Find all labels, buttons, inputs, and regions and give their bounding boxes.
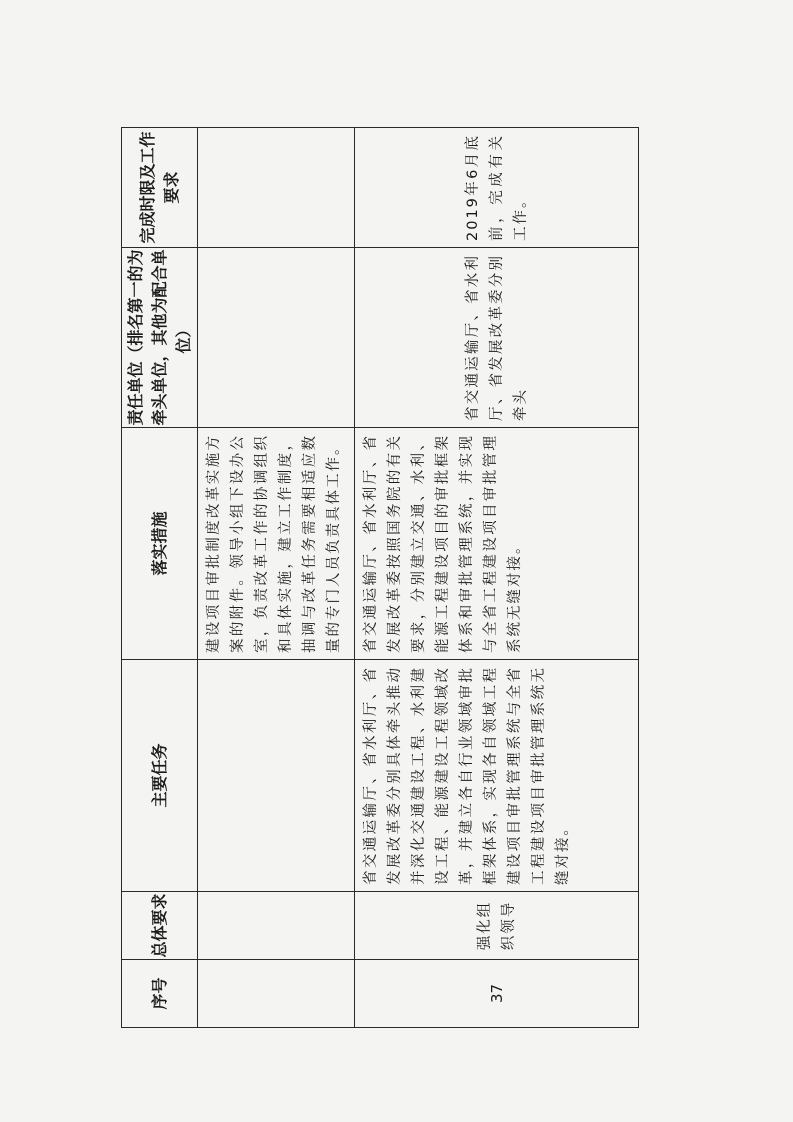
row2-measure-cell (355, 428, 639, 660)
row2-task-cell (355, 660, 639, 892)
row2-overall: 强化组织领导 (476, 900, 517, 951)
row2-measure: 省交通运输厅、省水利厅、省发展改革委按照国务院的有关要求，分别建立交通、水利、能源工程建设项目的审批框架体系和审批管理系统，并实现与全省工程建设项目审批管理系统无缝对接。 (363, 434, 523, 653)
header-seq: 序号 (122, 960, 198, 1028)
row1-measure: 建设项目审批制度改革实施方案的附件。领导小组下设办公室，负责改革工作的协调组织和具体实施，建立工作制度，抽调与改革任务需要相适应数量的专门人员负责具体工作。 (206, 434, 342, 653)
rotated-table-container (121, 128, 638, 1028)
row2-unit-cell (355, 248, 639, 428)
row1-seq (198, 960, 355, 1028)
header-overall: 总体要求 (122, 892, 198, 960)
row2-unit: 省交通运输厅、省水利厅、省发展改革委分别牵头 (464, 254, 529, 421)
row2-seq: 37 (355, 960, 639, 1028)
row2-deadline: 2019年6月底前，完成有关工作。 (464, 134, 529, 241)
header-measure: 落实措施 (122, 428, 198, 660)
row2-task: 省交通运输厅、省水利厅、省发展改革委分别具体牵头推动并深化交通建设工程、水利建设工程、能源建设工程领域改革，并建立各自行业领域审批框架体系，实现各自领域工程建设项目审批管理系统与全省工程建设项目审批管理系统无缝对接。 (363, 666, 571, 885)
header-deadline: 完成时限及工作要求 (122, 128, 198, 248)
row1-unit (198, 248, 355, 428)
row2-overall-cell (355, 892, 639, 960)
row1-overall (198, 892, 355, 960)
row1-deadline (198, 128, 355, 248)
row2-deadline-cell (355, 128, 639, 248)
table-row (355, 128, 639, 1028)
table-header-row (122, 128, 198, 1028)
header-task: 主要任务 (122, 660, 198, 892)
task-table (121, 127, 639, 1028)
row1-measure-cell (198, 428, 355, 660)
row1-task (198, 660, 355, 892)
table-row (198, 128, 355, 1028)
header-unit: 责任单位（排名第一的为牵头单位，其他为配合单位） (122, 248, 198, 428)
